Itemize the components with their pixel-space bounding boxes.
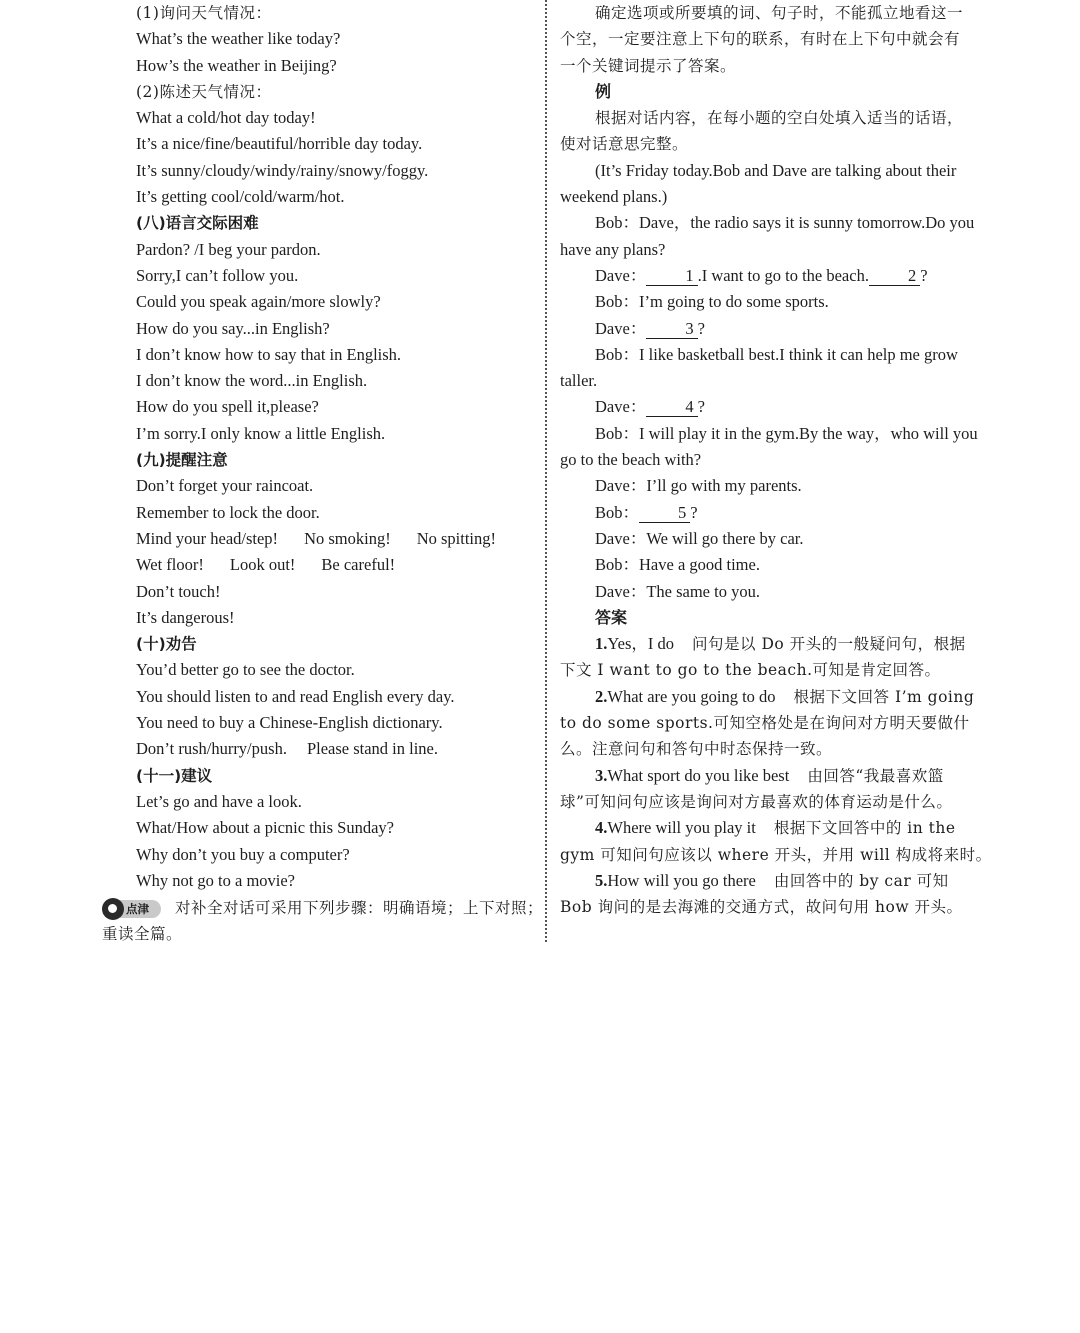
- phrase-line: It’s a nice/fine/beautiful/horrible day today.: [136, 134, 423, 154]
- answer-explanation: 由回答“我最喜欢篮: [807, 766, 944, 785]
- dialogue-line: Bob：I will play it in the gym.By the way，who will you: [595, 423, 978, 443]
- dialogue-line: Bob：Have a good time.: [595, 555, 760, 575]
- phrase-line: I’m sorry.I only know a little English.: [136, 423, 386, 443]
- answer-text: How will you go there: [607, 870, 756, 890]
- dialogue-text: .I want to go to the beach.: [697, 265, 869, 285]
- phrase-line: I don’t know how to say that in English.: [136, 344, 402, 364]
- dialogue-text: ?: [690, 502, 698, 522]
- example-heading: 例: [595, 81, 612, 101]
- phrase-line: Don’t touch!: [136, 581, 221, 601]
- left-column: [136, 0, 532, 894]
- dialogue-text: ?: [697, 318, 705, 338]
- answer-text: Where will you play it: [607, 818, 756, 838]
- phrase: No spitting!: [416, 528, 496, 548]
- dialogue-line: taller.: [560, 371, 598, 391]
- blank-2: 2: [869, 267, 920, 286]
- phrase-line: What’s the weather like today?: [136, 29, 341, 49]
- answer-line: [560, 631, 990, 657]
- phrase-line: Why not go to a movie?: [136, 870, 296, 890]
- dialogue-line: Bob：I’m going to do some sports.: [595, 292, 829, 312]
- phrase-line: What/How about a picnic this Sunday?: [136, 818, 394, 838]
- answer-line: [560, 815, 990, 841]
- paragraph-line: 一个关键词提示了答案。: [560, 56, 737, 75]
- dialogue-line: [560, 316, 990, 342]
- answer-text: What sport do you like best: [607, 765, 790, 785]
- phrase: Look out!: [229, 555, 296, 575]
- answer-explanation: 根据下文回答 I’m going: [793, 687, 975, 706]
- phrase: Wet floor!: [136, 555, 204, 575]
- phrase-line: [136, 736, 532, 762]
- subheading: (2)陈述天气情况：: [136, 82, 272, 101]
- dialogue-line: Dave：We will go there by car.: [595, 528, 804, 548]
- blank-3: 3: [646, 320, 697, 339]
- phrase-line: I don’t know the word...in English.: [136, 371, 368, 391]
- answer-explanation: 由回答中的 by car 可知: [773, 871, 949, 890]
- phrase-line: Pardon? /I beg your pardon.: [136, 239, 321, 259]
- dialogue-text: ?: [697, 397, 705, 417]
- answer-number: 2.: [595, 686, 608, 706]
- right-column: [560, 0, 990, 920]
- tip-text-continued: 重读全篇。: [102, 925, 183, 944]
- phrase-line: How’s the weather in Beijing?: [136, 55, 337, 75]
- answer-explanation: 根据下文回答中的 in the: [773, 819, 956, 838]
- blank-5: 5: [639, 504, 690, 523]
- tip-text: 对补全对话可采用下列步骤：明确语境；上下对照；: [175, 899, 544, 917]
- dialogue-line: [560, 263, 990, 289]
- speaker: Dave：: [595, 265, 647, 285]
- blank-4: 4: [646, 398, 697, 417]
- phrase-line: It’s dangerous!: [136, 607, 235, 627]
- phrase-line: You’d better go to see the doctor.: [136, 660, 355, 680]
- answer-explanation: 问句是以 Do 开头的一般疑问句，根据: [692, 635, 966, 654]
- answer-line: [560, 684, 990, 710]
- phrase-line: [136, 552, 532, 578]
- answer-text: Yes，I do: [607, 634, 675, 654]
- dialogue-line: Bob：I like basketball best.I think it can help me grow: [595, 344, 958, 364]
- phrase-line: [136, 526, 532, 552]
- phrase-line: You need to buy a Chinese-English dictionary.: [136, 713, 443, 733]
- speaker: Dave：: [595, 318, 647, 338]
- phrase: No smoking!: [304, 528, 391, 548]
- answer-number: 1.: [595, 634, 608, 654]
- context-line: weekend plans.): [560, 187, 668, 207]
- dialogue-line: Dave：I’ll go with my parents.: [595, 476, 802, 496]
- phrase: Mind your head/step!: [136, 528, 279, 548]
- phrase-line: What a cold/hot day today!: [136, 108, 316, 128]
- dialogue-line: [560, 500, 990, 526]
- tip-label: 点津: [120, 900, 161, 918]
- dialogue-line: Bob：Dave，the radio says it is sunny tomorrow.Do you: [595, 213, 975, 233]
- phrase-line: It’s sunny/cloudy/windy/rainy/snowy/foggy.: [136, 160, 429, 180]
- answer-number: 4.: [595, 818, 608, 838]
- answer-number: 3.: [595, 765, 608, 785]
- answer-explanation: gym 可知问句应该以 where 开头，并用 will 构成将来时。: [560, 845, 992, 864]
- answer-explanation: 下文 I want to go to the beach.可知是肯定回答。: [560, 661, 941, 680]
- phrase-line: Sorry,I can’t follow you.: [136, 265, 299, 285]
- tip-line: [102, 895, 544, 921]
- paragraph-line: 确定选项或所要填的词、句子时，不能孤立地看这一: [595, 4, 964, 22]
- tip-box: [102, 895, 544, 948]
- phrase-line: You should listen to and read English every day.: [136, 686, 455, 706]
- paragraph-line: 个空，一定要注意上下句的联系，有时在上下句中就会有: [560, 30, 961, 49]
- phrase: Please stand in line.: [306, 739, 439, 759]
- column-divider: [545, 0, 547, 942]
- subheading: (1)询问天气情况：: [136, 4, 272, 22]
- phrase-line: Why don’t you buy a computer?: [136, 844, 350, 864]
- speaker: Dave：: [595, 397, 647, 417]
- answer-explanation: to do some sports.可知空格处是在询问对方明天要做什: [560, 714, 970, 733]
- context-line: (It’s Friday today.Bob and Dave are talking about their: [595, 160, 957, 180]
- phrase-line: How do you spell it,please?: [136, 397, 319, 417]
- dialogue-line: [560, 394, 990, 420]
- section-heading: (九)提醒注意: [136, 451, 228, 470]
- tip-badge: [102, 898, 161, 920]
- phrase-line: Let’s go and have a look.: [136, 791, 302, 811]
- answer-explanation: 球”可知问句应该是询问对方最喜欢的体育运动是什么。: [560, 792, 953, 811]
- phrase: Don’t rush/hurry/push.: [136, 739, 287, 759]
- phrase-line: Remember to lock the door.: [136, 502, 320, 522]
- phrase: Be careful!: [321, 555, 396, 575]
- section-heading: (八)语言交际困难: [136, 214, 259, 233]
- answer-line: [560, 868, 990, 894]
- dialogue-line: go to the beach with?: [560, 450, 702, 470]
- dialogue-text: ?: [920, 265, 928, 285]
- phrase-line: Don’t forget your raincoat.: [136, 476, 314, 496]
- answer-line: [560, 763, 990, 789]
- answer-text: What are you going to do: [607, 686, 776, 706]
- speaker: Bob：: [595, 502, 640, 522]
- dialogue-line: have any plans?: [560, 239, 666, 259]
- section-heading: (十一)建议: [136, 766, 213, 785]
- answer-number: 5.: [595, 870, 608, 890]
- phrase-line: How do you say...in English?: [136, 318, 330, 338]
- instruction-line: 使对话意思完整。: [560, 135, 689, 154]
- blank-1: 1: [646, 267, 697, 286]
- phrase-line: Could you speak again/more slowly?: [136, 292, 381, 312]
- dialogue-line: Dave：The same to you.: [595, 581, 760, 601]
- answer-explanation: 么。注意问句和答句中时态保持一致。: [560, 740, 833, 759]
- phrase-line: It’s getting cool/cold/warm/hot.: [136, 187, 345, 207]
- answer-heading: 答案: [595, 607, 628, 627]
- section-heading: (十)劝告: [136, 635, 197, 654]
- answer-explanation: Bob 询问的是去海滩的交通方式，故问句用 how 开头。: [560, 898, 963, 917]
- instruction-line: 根据对话内容，在每小题的空白处填入适当的话语，: [595, 109, 964, 128]
